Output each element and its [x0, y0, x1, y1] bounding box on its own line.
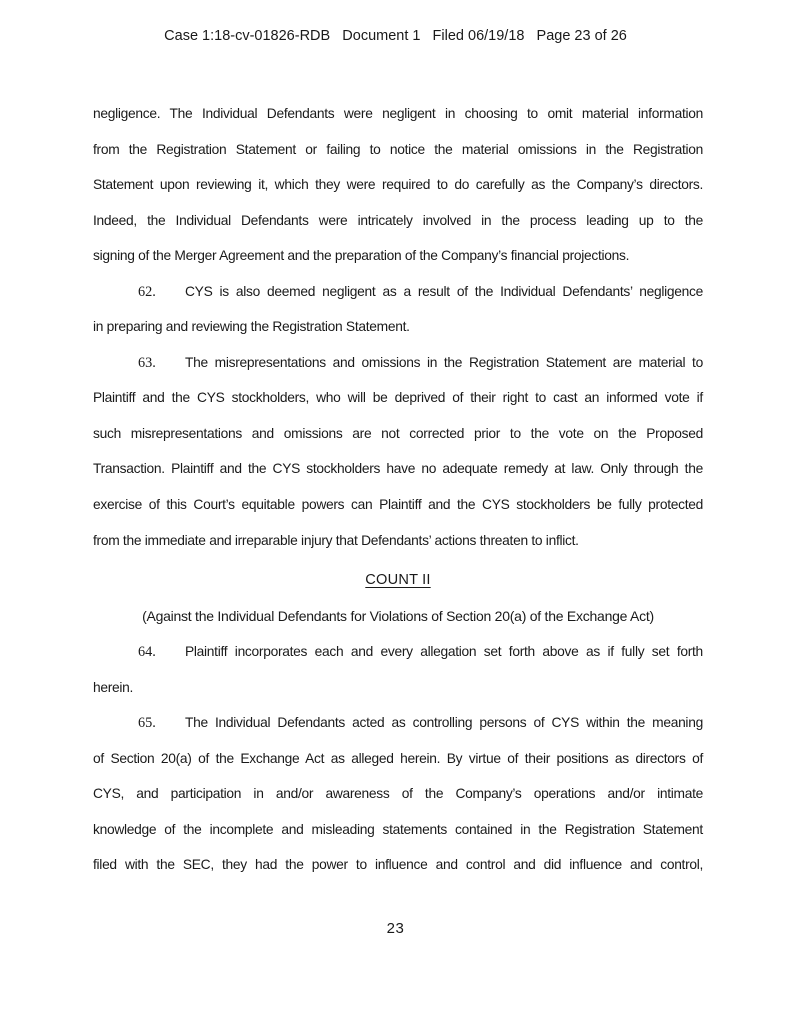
document-body: [93, 96, 703, 883]
paragraph-number: 64.: [138, 644, 156, 661]
count-ii-subheading: (Against the Individual Defendants for Violations of Section 20(a) of the Exchange Act): [142, 607, 654, 624]
paragraph-number: 65.: [138, 715, 156, 732]
document-line: in preparing and reviewing the Registration Statement.: [93, 319, 410, 335]
paragraph-number: 62.: [138, 283, 156, 300]
document-line: from the immediate and irreparable injury that Defendants’ actions threaten to inflict.: [93, 532, 579, 548]
document-line: Transaction. Plaintiff and the CYS stockholders have no adequate remedy at law. Only through the: [93, 461, 703, 477]
document-line: knowledge of the incomplete and misleading statements contained in the Registration Statement: [93, 821, 703, 837]
page-number-footer: 23: [386, 920, 405, 937]
document-line: filed with the SEC, they had the power to influence and control and did influence and control,: [93, 857, 704, 873]
paragraph-64-first-line: 64. Plaintiff incorporates each and every allegation set forth above as if fully set forth: [93, 634, 703, 670]
paragraph-62-first-line: 62. CYS is also deemed negligent as a result of the Individual Defendants’ negligence: [93, 274, 703, 310]
document-line: negligence. The Individual Defendants were negligent in choosing to omit material information: [93, 106, 703, 121]
paragraph-65-first-line: 65. The Individual Defendants acted as controlling persons of CYS within the meaning: [93, 705, 703, 741]
count-ii-heading: COUNT II: [365, 572, 431, 589]
document-line: Statement upon reviewing it, which they were required to do carefully as the Company’s directors.: [93, 177, 704, 193]
paragraph-63-first-line: 63. The misrepresentations and omissions in the Registration Statement are material to: [93, 345, 703, 381]
document-line: signing of the Merger Agreement and the preparation of the Company’s financial projections.: [93, 248, 630, 264]
paragraph-number: 63.: [138, 354, 156, 371]
document-line: Indeed, the Individual Defendants were intricately involved in the process leading up to the: [93, 212, 704, 228]
document-line: from the Registration Statement or failing to notice the material omissions in the Registration: [93, 141, 704, 157]
document-line: CYS, and participation in and/or awareness of the Company’s operations and/or intimate: [93, 786, 704, 802]
document-line: exercise of this Court’s equitable powers can Plaintiff and the CYS stockholders be fully protected: [93, 497, 703, 513]
document-line: such misrepresentations and omissions are not corrected prior to the vote on the Proposed: [93, 425, 703, 441]
document-line: herein.: [93, 679, 134, 695]
case-caption: Case 1:18-cv-01826-RDB Document 1 Filed 06/19/18 Page 23 of 26: [164, 28, 627, 44]
document-line: Plaintiff and the CYS stockholders, who will be deprived of their right to cast an informed vote if: [93, 390, 703, 406]
document-line: of Section 20(a) of the Exchange Act as alleged herein. By virtue of their positions as directors of: [93, 750, 703, 766]
